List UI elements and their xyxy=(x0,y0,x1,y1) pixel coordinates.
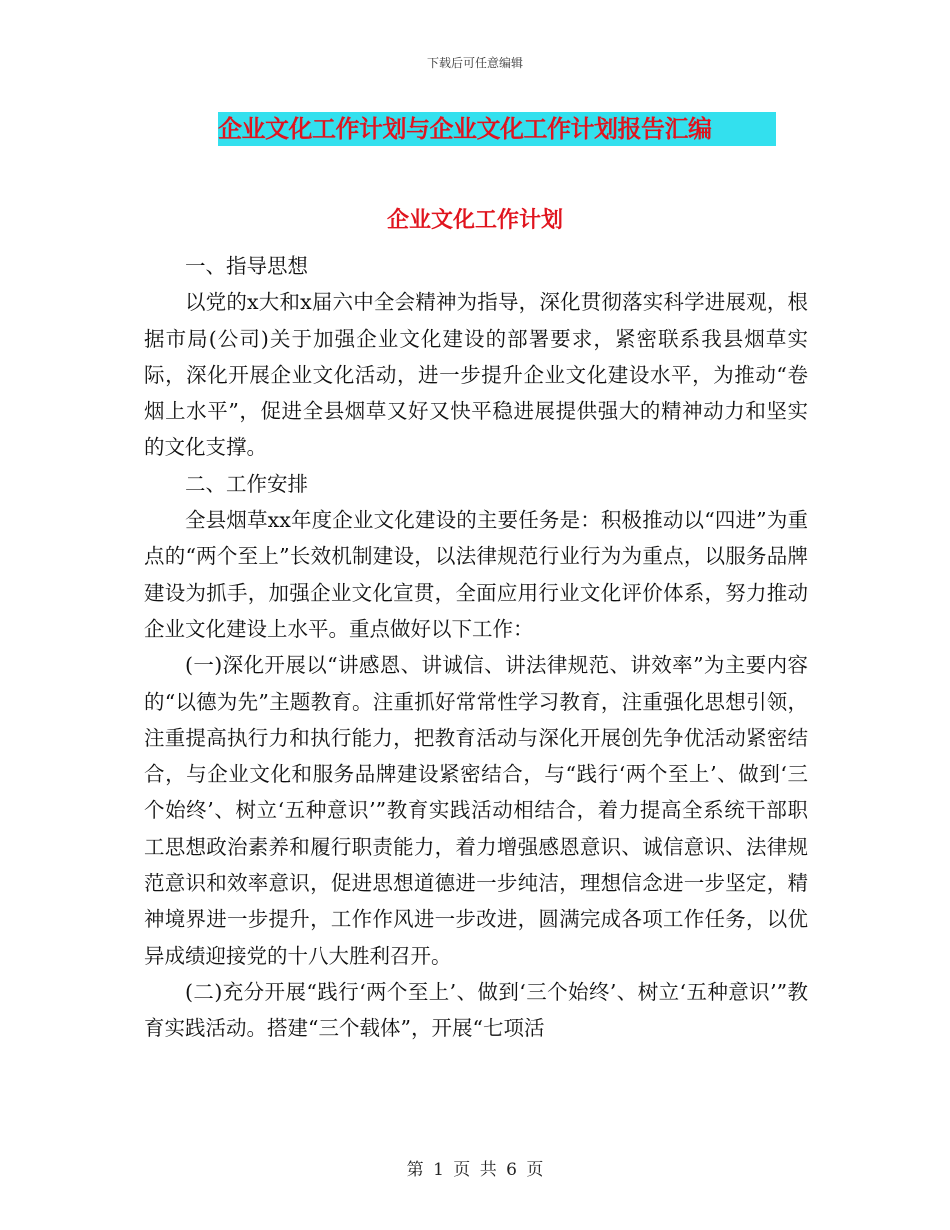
paragraph: 全县烟草xx年度企业文化建设的主要任务是：积极推动以“四进”为重点的“两个至上”长效机制建设，以法律规范行业行为为重点，以服务品牌建设为抓手，加强企业文化宣贯，全面应用行业文化评价体系，努力推动企业文化建设上水平。重点做好以下工作： xyxy=(144,508,808,641)
heading-guiding-thought: 一、指导思想 xyxy=(185,254,308,278)
page-number: 第 1 页 共 6 页 xyxy=(406,1160,544,1180)
document-body xyxy=(144,248,808,1047)
heading-work-arrangement: 二、工作安排 xyxy=(185,471,308,496)
document-title: 企业文化工作计划与企业文化工作计划报告汇编 xyxy=(218,112,776,146)
paragraph: (一)深化开展以“讲感恩、讲诚信、讲法律规范、讲效率”为主要内容的“以德为先”主题教育。注重抓好常常性学习教育，注重强化思想引领，注重提高执行力和执行能力，把教育活动与深化开展创先争优活动紧密结合，与企业文化和服务品牌建设紧密结合，与“践行‘两个至上’、做到‘三个始终’、树立‘五种意识’”教育实践活动相结合，着力提高全系统干部职工思想政治素养和履行职责能力，着力增强感恩意识、诚信意识、法律规范意识和效率意识，促进思想道德进一步纯洁，理想信念进一步坚定，精神境界进一步提升，工作作风进一步改进，圆满完成各项工作任务，以优异成绩迎接党的十八大胜利召开。 xyxy=(144,653,808,968)
section-title: 企业文化工作计划 xyxy=(386,208,563,233)
header-note: 下载后可任意编辑 xyxy=(426,56,523,70)
paragraph: 以党的x大和x届六中全会精神为指导，深化贯彻落实科学进展观，根据市局(公司)关于加强企业文化建设的部署要求，紧密联系我县烟草实际，深化开展企业文化活动，进一步提升企业文化建设水平，为推动“卷烟上水平”，促进全县烟草又好又快平稳进展提供强大的精神动力和坚实的文化支撑。 xyxy=(144,290,808,460)
paragraph: (二)充分开展“践行‘两个至上’、做到‘三个始终’、树立‘五种意识’”教育实践活动。搭建“三个载体”，开展“七项活 xyxy=(144,979,808,1041)
